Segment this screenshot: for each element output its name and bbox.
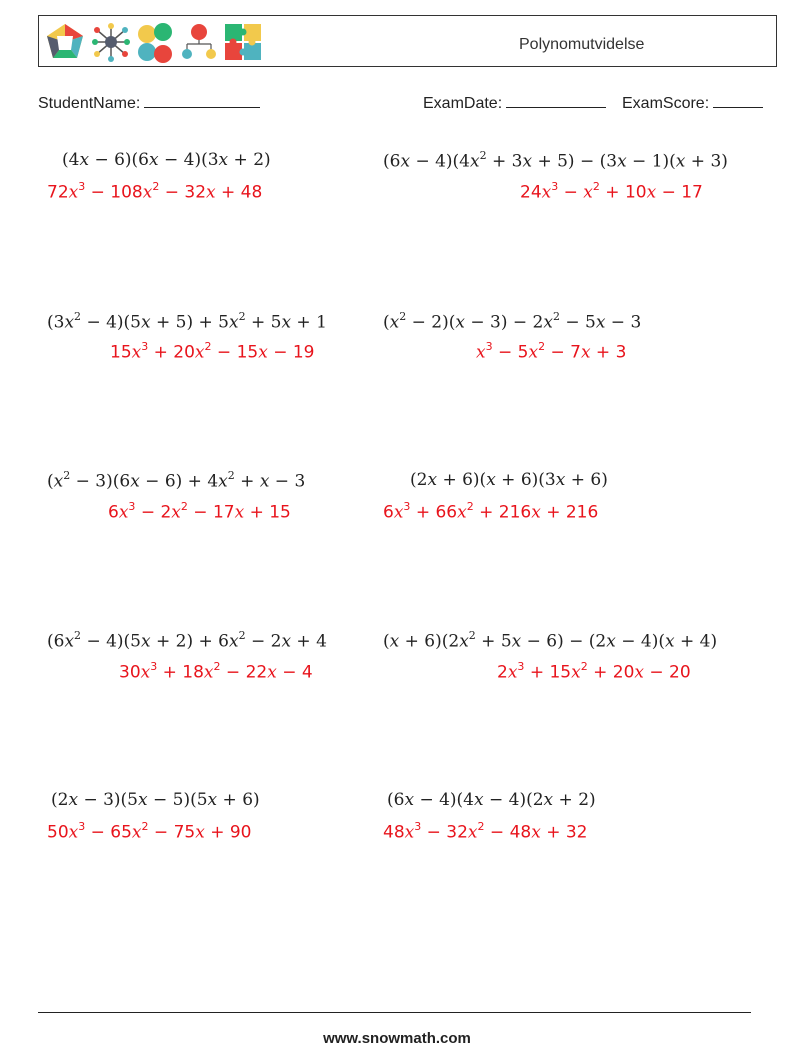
footer-url: www.snowmath.com bbox=[323, 1030, 471, 1047]
student-name-field bbox=[38, 93, 260, 113]
problem-answer: $2x^3 + 15x^2 + 20x - 20$ bbox=[497, 660, 691, 683]
exam-date-blank[interactable] bbox=[506, 93, 606, 108]
problem-expression: $(x^2 - 2)(x - 3) - 2x^2 - 5x - 3$ bbox=[383, 310, 642, 333]
exam-score-blank[interactable] bbox=[713, 93, 763, 108]
student-name-blank[interactable] bbox=[144, 93, 260, 108]
problem-answer: $x^3 - 5x^2 - 7x + 3$ bbox=[476, 340, 627, 363]
worksheet-title: Polynomutvidelse bbox=[519, 36, 645, 53]
problem-expression: $(x + 6)(2x^2 + 5x - 6) - (2x - 4)(x + 4)$ bbox=[383, 629, 718, 652]
problem-expression: (6x − 4)(4x − 4)(2x + 2) bbox=[387, 790, 596, 810]
header-box bbox=[38, 15, 777, 67]
problem-answer: $6x^3 + 66x^2 + 216x + 216$ bbox=[383, 500, 599, 523]
problem-expression: $(x^2 - 3)(6x - 6) + 4x^2 + x - 3$ bbox=[47, 469, 306, 492]
problem-answer: $6x^3 - 2x^2 - 17x + 15$ bbox=[108, 500, 291, 523]
exam-date-label: ExamDate: bbox=[423, 95, 503, 112]
problem-expression: $(3x^2 - 4)(5x + 5) + 5x^2 + 5x + 1$ bbox=[47, 310, 327, 333]
problem-answer: $30x^3 + 18x^2 - 22x - 4$ bbox=[119, 660, 313, 683]
problem-expression: $(6x^2 - 4)(5x + 2) + 6x^2 - 2x + 4$ bbox=[47, 629, 327, 652]
footer-divider bbox=[38, 1012, 751, 1013]
problem-answer: $50x^3 - 65x^2 - 75x + 90$ bbox=[47, 820, 252, 843]
problem-answer: $24x^3 - x^2 + 10x - 17$ bbox=[520, 180, 703, 203]
problem-answer: $72x^3 - 108x^2 - 32x + 48$ bbox=[47, 180, 263, 203]
exam-score-label: ExamScore: bbox=[622, 95, 710, 112]
problem-expression: $(6x - 4)(4x^2 + 3x + 5) - (3x - 1)(x + 3)$ bbox=[383, 149, 728, 172]
exam-date-field bbox=[423, 93, 606, 113]
logo-icon bbox=[43, 20, 267, 64]
problem-expression: (2x − 3)(5x − 5)(5x + 6) bbox=[51, 790, 260, 810]
problem-answer: $48x^3 - 32x^2 - 48x + 32$ bbox=[383, 820, 588, 843]
problem-expression: (2x + 6)(x + 6)(3x + 6) bbox=[410, 470, 608, 490]
problem-expression: (4x − 6)(6x − 4)(3x + 2) bbox=[62, 150, 271, 170]
exam-score-field bbox=[622, 93, 763, 113]
problem-answer: $15x^3 + 20x^2 - 15x - 19$ bbox=[110, 340, 315, 363]
student-name-label: StudentName: bbox=[38, 95, 141, 112]
